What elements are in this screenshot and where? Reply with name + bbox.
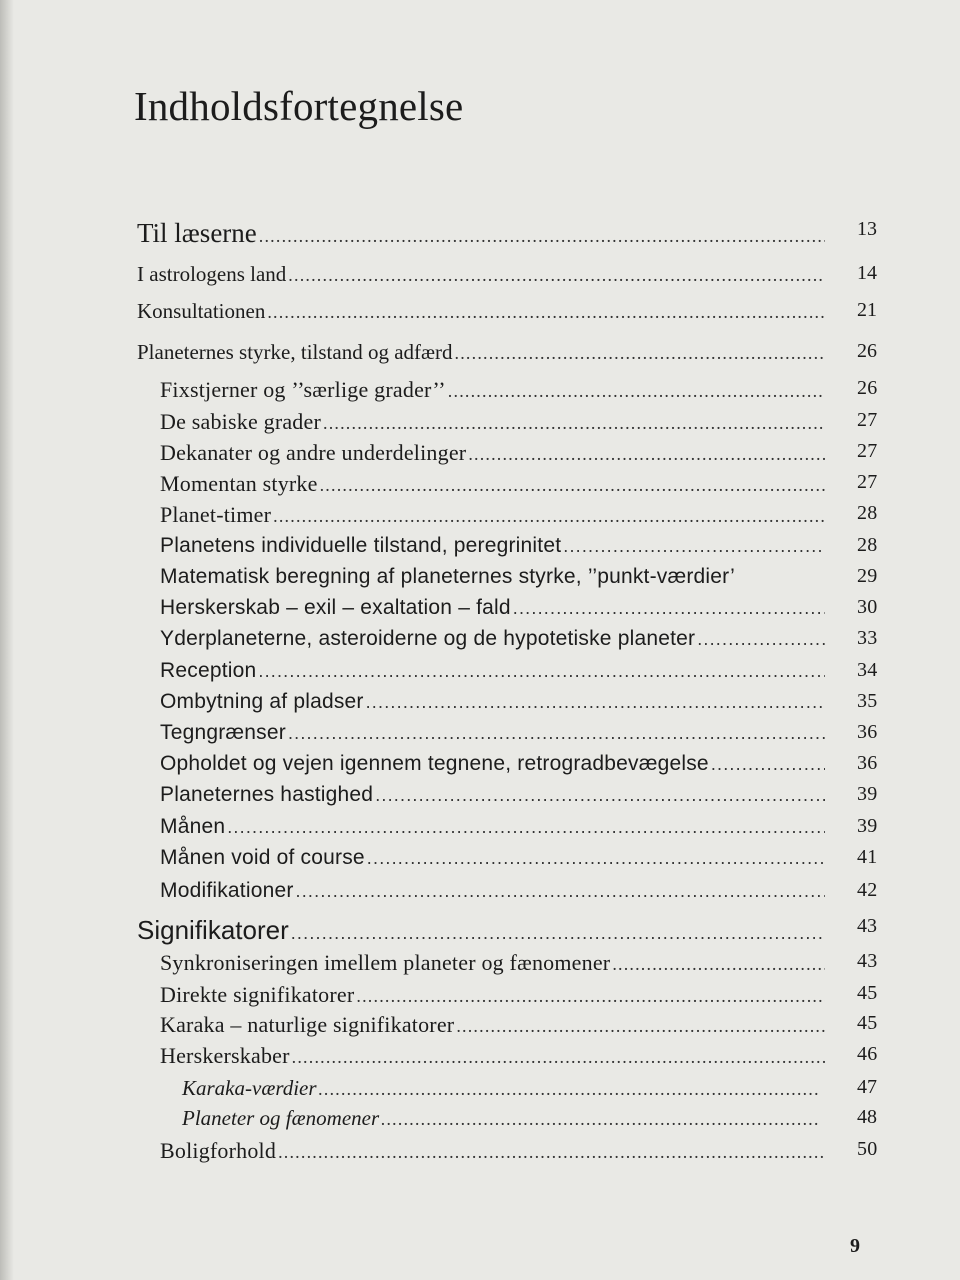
toc-entry-label: Boligforhold	[160, 1138, 277, 1163]
toc-subentry[interactable]	[160, 950, 878, 976]
toc-entry[interactable]	[137, 299, 877, 324]
toc-leader-dots	[291, 923, 825, 944]
toc-entry[interactable]	[137, 262, 877, 287]
toc-leader-dots	[468, 444, 825, 465]
toc-entry-label: Matematisk beregning af planeternes styrke, ’’punkt-værdier’	[160, 565, 735, 588]
toc-entry-page: 39	[857, 783, 878, 805]
toc-entry-label: Direkte signifikatorer	[160, 982, 355, 1007]
toc-entry-label: Opholdet og vejen igennem tegnene, retrogradbevægelse	[160, 752, 709, 775]
toc-subentry[interactable]	[160, 783, 878, 807]
toc-entry-page: 30	[857, 596, 878, 618]
toc-entry-page: 33	[857, 627, 878, 649]
toc-entry-page: 39	[857, 815, 878, 837]
toc-entry-label: Reception	[160, 659, 257, 682]
toc-leader-dots	[296, 881, 825, 902]
toc-entry-page: 48	[857, 1106, 877, 1128]
toc-leader-dots	[288, 265, 825, 286]
toc-entry-page: 36	[857, 721, 878, 743]
toc-subsubentry[interactable]	[182, 1076, 877, 1101]
toc-entry-label: Planeternes styrke, tilstand og adfærd	[137, 340, 453, 364]
toc-leader-dots	[455, 343, 825, 364]
toc-entry-page: 35	[857, 690, 878, 712]
toc-leader-dots	[513, 598, 825, 619]
toc-entry-page: 21	[857, 299, 877, 321]
toc-entry-page: 14	[857, 262, 877, 284]
toc-subentry[interactable]	[160, 627, 878, 651]
toc-entry-label: Herskerskab – exil – exaltation – fald	[160, 596, 511, 619]
toc-entry-page: 47	[857, 1076, 877, 1098]
toc-entry-label: I astrologens land	[137, 262, 287, 286]
toc-entry-page: 28	[857, 534, 878, 556]
toc-subentry[interactable]	[160, 752, 878, 776]
toc-leader-dots	[258, 661, 825, 682]
toc-subsubentry[interactable]	[182, 1106, 877, 1131]
toc-entry-page: 28	[857, 502, 878, 524]
toc-entry-page: 41	[857, 846, 878, 868]
toc-leader-dots	[288, 723, 825, 744]
toc-leader-dots	[267, 302, 825, 323]
toc-leader-dots	[356, 986, 825, 1007]
toc-leader-dots	[381, 1109, 820, 1130]
toc-entry-page: 43	[857, 915, 877, 937]
toc-subentry[interactable]	[160, 846, 878, 870]
toc-leader-dots	[227, 817, 825, 838]
toc-entry-label: Konsultationen	[137, 299, 266, 323]
toc-leader-dots	[563, 536, 825, 557]
toc-entry-label: Synkroniseringen imellem planeter og fænomener	[160, 950, 611, 975]
toc-leader-dots	[367, 848, 825, 869]
toc-subentry[interactable]	[160, 565, 878, 589]
toc-entry-label: Til læserne	[137, 218, 257, 248]
toc-entry-page: 13	[857, 218, 877, 240]
toc-subentry[interactable]	[160, 534, 878, 558]
toc-entry-page: 42	[857, 879, 878, 901]
toc-subentry[interactable]	[160, 879, 878, 903]
toc-leader-dots	[292, 1047, 825, 1068]
toc-entry-label: Planeter og fænomener	[182, 1106, 380, 1130]
toc-entry-page: 45	[857, 1012, 878, 1034]
toc-entry-label: Yderplaneterne, asteroiderne og de hypotetiske planeter	[160, 627, 696, 650]
toc-subentry[interactable]	[160, 596, 878, 620]
toc-entry-page: 45	[857, 982, 878, 1004]
toc-leader-dots	[711, 754, 825, 775]
toc-subentry[interactable]	[160, 502, 878, 528]
toc-entry[interactable]	[137, 218, 877, 249]
toc-leader-dots	[273, 506, 825, 527]
toc-entry-label: Karaka-værdier	[182, 1076, 317, 1100]
toc-entry-label: Signifikatorer	[137, 915, 289, 945]
toc-subentry[interactable]	[160, 377, 878, 403]
page-number: 9	[850, 1235, 860, 1257]
toc-leader-dots	[320, 475, 825, 496]
toc-leader-dots	[697, 629, 825, 650]
toc-subentry[interactable]	[160, 659, 878, 683]
toc-entry-label: Månen	[160, 815, 226, 838]
toc-entry-page: 26	[857, 377, 878, 399]
toc-subentry[interactable]	[160, 1043, 878, 1069]
toc-entry-page: 46	[857, 1043, 878, 1065]
toc-leader-dots	[319, 1079, 820, 1100]
toc-leader-dots	[612, 954, 825, 975]
toc-entry-label: Planetens individuelle tilstand, peregrinitet	[160, 534, 562, 557]
toc-entry-label: Karaka – naturlige signifikatorer	[160, 1012, 455, 1037]
toc-subentry[interactable]	[160, 815, 878, 839]
toc-entry-page: 27	[857, 440, 878, 462]
toc-subentry[interactable]	[160, 1012, 878, 1038]
toc-entry-page: 50	[857, 1138, 878, 1160]
toc-entry-label: Fixstjerner og ’’særlige grader’’	[160, 377, 446, 402]
toc-entry-page: 29	[857, 565, 878, 587]
toc-subentry[interactable]	[160, 690, 878, 714]
toc-leader-dots	[456, 1016, 825, 1037]
toc-subentry[interactable]	[160, 721, 878, 745]
toc-entry-label: Momentan styrke	[160, 471, 318, 496]
toc-entry-page: 27	[857, 471, 878, 493]
toc-entry-page: 27	[857, 409, 878, 431]
toc-entry-label: Herskerskaber	[160, 1043, 290, 1068]
toc-subentry[interactable]	[160, 471, 878, 497]
toc-subentry[interactable]	[160, 440, 878, 466]
toc-leader-dots	[375, 785, 825, 806]
toc-entry-label: De sabiske grader	[160, 409, 321, 434]
toc-entry-label: Modifikationer	[160, 879, 294, 902]
toc-entry-page: 34	[857, 659, 878, 681]
toc-leader-dots	[259, 226, 825, 247]
toc-leader-dots	[448, 381, 825, 402]
toc-entry-page: 26	[857, 340, 877, 362]
toc-entry[interactable]	[137, 915, 877, 946]
page-title: Indholdsfortegnelse	[134, 83, 464, 129]
toc-entry-label: Planeternes hastighed	[160, 783, 374, 806]
toc-subentry[interactable]	[160, 1138, 878, 1164]
toc-entry-label: Planet-timer	[160, 502, 272, 527]
toc-leader-dots	[366, 692, 825, 713]
toc-leader-dots	[278, 1142, 825, 1163]
toc-entry-label: Ombytning af pladser	[160, 690, 364, 713]
toc-entry[interactable]	[137, 340, 877, 365]
toc-entry-label: Tegngrænser	[160, 721, 286, 744]
toc-entry-label: Månen void of course	[160, 846, 365, 869]
toc-entry-page: 43	[857, 950, 878, 972]
toc-entry-label: Dekanater og andre underdelinger	[160, 440, 467, 465]
toc-leader-dots	[323, 413, 825, 434]
toc-entry-page: 36	[857, 752, 878, 774]
toc-subentry[interactable]	[160, 982, 878, 1008]
toc-subentry[interactable]	[160, 409, 878, 435]
